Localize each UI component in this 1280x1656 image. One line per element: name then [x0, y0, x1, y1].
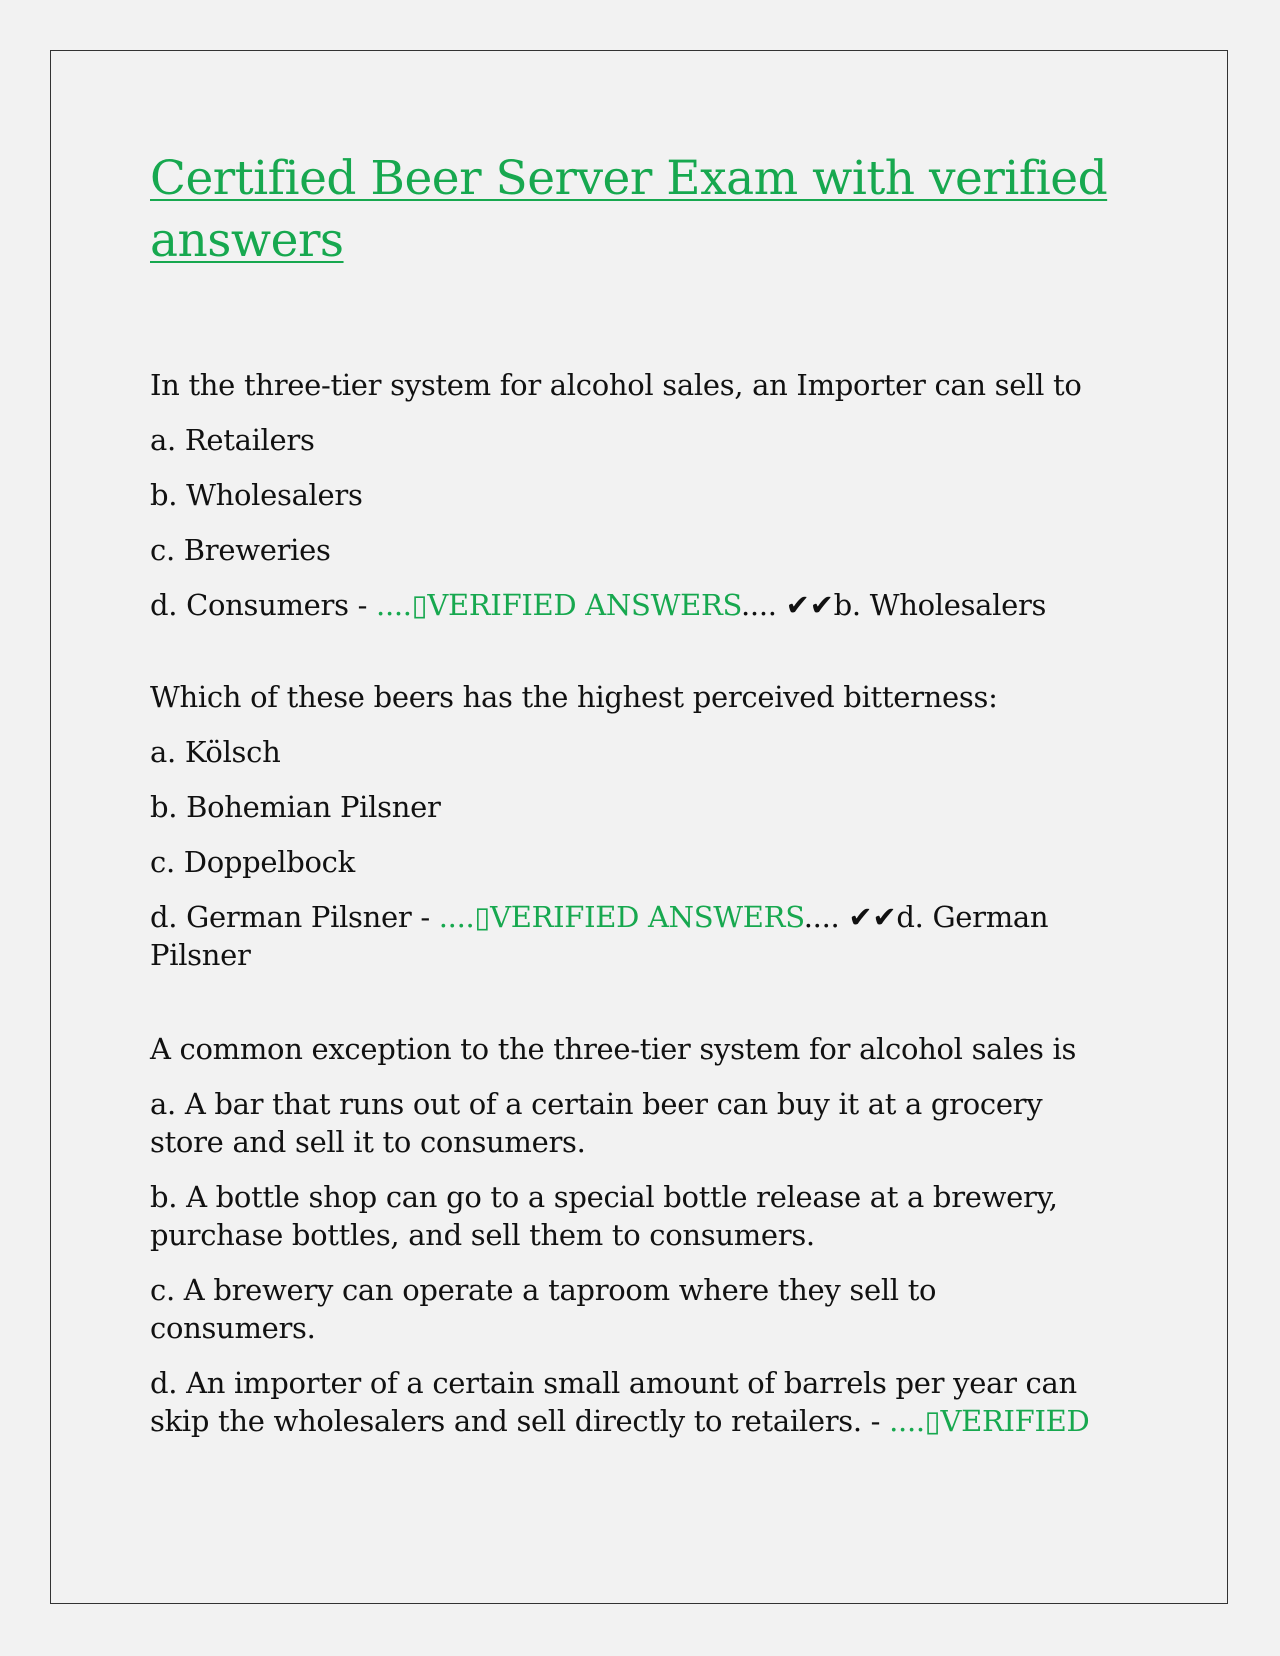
option-c: c. A brewery can operate a taproom where they sell to consumers. [150, 1273, 937, 1345]
verified-answers-label: ....▯VERIFIED ANSWERS [438, 900, 804, 934]
option-b: b. Wholesalers [150, 478, 363, 512]
correct-answer: .... ✔✔d. German Pilsner [150, 900, 1049, 972]
question-stem: Which of these beers has the highest perceived bitterness: [150, 680, 998, 714]
option-d: d. An importer of a certain small amount of barrels per year can skip the wholesalers and sell directly to retailers. - [150, 1366, 1077, 1438]
option-a: a. Retailers [150, 423, 315, 457]
question-2 [150, 678, 1130, 974]
option-d: d. Consumers - [150, 588, 377, 622]
verified-answers-label: ....▯VERIFIED ANSWERS [376, 588, 742, 622]
option-b: b. A bottle shop can go to a special bottle release at a brewery, purchase bottles, and sell them to consumers. [150, 1180, 1058, 1252]
question-3 [150, 1030, 1130, 1440]
question-1 [150, 366, 1130, 624]
correct-answer: .... ✔✔b. Wholesalers [741, 588, 1047, 622]
option-a: a. Kölsch [150, 735, 281, 769]
option-d: d. German Pilsner - [150, 900, 439, 934]
option-d-with-answer [150, 586, 1130, 624]
option-d-with-answer [150, 898, 1100, 974]
verified-answers-label: ....▯VERIFIED [889, 1404, 1090, 1438]
option-c: c. Doppelbock [150, 845, 355, 879]
option-a: a. A bar that runs out of a certain beer can buy it at a grocery store and sell it to consumers. [150, 1087, 1043, 1159]
question-stem: In the three-tier system for alcohol sales, an Importer can sell to [150, 368, 1082, 402]
question-stem: A common exception to the three-tier system for alcohol sales is [150, 1032, 1077, 1066]
option-b: b. Bohemian Pilsner [150, 790, 441, 824]
document-content [150, 148, 1130, 1457]
option-d-with-answer [150, 1364, 1100, 1440]
option-c: c. Breweries [150, 533, 331, 567]
document-title: Certified Beer Server Exam with verified answers [150, 151, 1108, 268]
